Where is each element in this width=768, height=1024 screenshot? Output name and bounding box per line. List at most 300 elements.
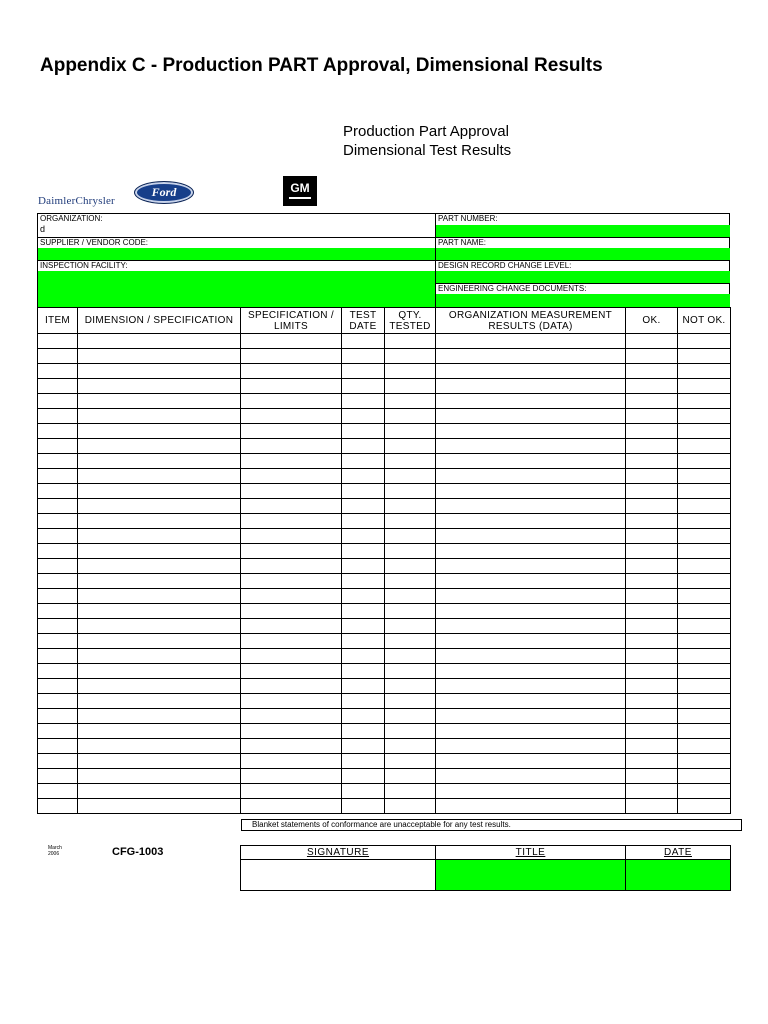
cell-not-ok[interactable] [678,544,731,559]
supplier-vendor-code-field[interactable] [38,248,435,260]
cell-ok[interactable] [626,709,678,724]
cell-spec-limits[interactable] [241,724,342,739]
cell-test-date[interactable] [342,589,385,604]
cell-spec-limits[interactable] [241,409,342,424]
cell-spec-limits[interactable] [241,709,342,724]
cell-not-ok[interactable] [678,439,731,454]
cell-not-ok[interactable] [678,619,731,634]
cell-test-date[interactable] [342,754,385,769]
cell-ok[interactable] [626,469,678,484]
cell-item[interactable] [38,709,78,724]
title-header: TITLE [436,846,626,860]
cell-not-ok[interactable] [678,454,731,469]
cell-spec-limits[interactable] [241,544,342,559]
cell-not-ok[interactable] [678,739,731,754]
cell-not-ok[interactable] [678,799,731,814]
cell-ok[interactable] [626,604,678,619]
cell-qty-tested[interactable] [385,514,436,529]
part-info-box [37,213,730,307]
cell-measurement[interactable] [436,694,626,709]
engineering-change-documents-label: ENGINEERING CHANGE DOCUMENTS: [438,284,587,293]
cell-dimension[interactable] [78,664,241,679]
part-number-label: PART NUMBER: [438,214,498,223]
table-body [38,334,731,814]
cell-dimension[interactable] [78,379,241,394]
supplier-vendor-code-label: SUPPLIER / VENDOR CODE: [40,238,149,247]
cell-measurement[interactable] [436,409,626,424]
cell-spec-limits[interactable] [241,379,342,394]
cell-dimension[interactable] [78,604,241,619]
cell-item[interactable] [38,634,78,649]
cell-ok[interactable] [626,724,678,739]
cell-ok[interactable] [626,334,678,349]
cell-spec-limits[interactable] [241,634,342,649]
cell-spec-limits[interactable] [241,394,342,409]
cell-measurement[interactable] [436,649,626,664]
cell-qty-tested[interactable] [385,499,436,514]
cell-item[interactable] [38,754,78,769]
signature-table [240,845,731,891]
cell-ok[interactable] [626,394,678,409]
cell-test-date[interactable] [342,784,385,799]
cell-dimension[interactable] [78,394,241,409]
cell-dimension[interactable] [78,724,241,739]
cell-qty-tested[interactable] [385,484,436,499]
cell-ok[interactable] [626,544,678,559]
cell-not-ok[interactable] [678,379,731,394]
cell-ok[interactable] [626,619,678,634]
cell-item[interactable] [38,349,78,364]
cell-measurement[interactable] [436,709,626,724]
cell-not-ok[interactable] [678,649,731,664]
cell-test-date[interactable] [342,604,385,619]
cell-ok[interactable] [626,529,678,544]
cell-ok[interactable] [626,694,678,709]
cell-measurement[interactable] [436,769,626,784]
cell-test-date[interactable] [342,439,385,454]
form-subtitle [343,122,511,160]
cell-item[interactable] [38,334,78,349]
cell-not-ok[interactable] [678,424,731,439]
cell-qty-tested[interactable] [385,559,436,574]
title-field[interactable] [436,860,626,891]
cell-dimension[interactable] [78,334,241,349]
cell-qty-tested[interactable] [385,664,436,679]
cell-test-date[interactable] [342,799,385,814]
cell-dimension[interactable] [78,769,241,784]
cell-not-ok[interactable] [678,484,731,499]
cell-dimension[interactable] [78,784,241,799]
cell-test-date[interactable] [342,424,385,439]
cell-qty-tested[interactable] [385,424,436,439]
cell-measurement[interactable] [436,499,626,514]
cell-dimension[interactable] [78,694,241,709]
table-row [38,379,731,394]
cell-spec-limits[interactable] [241,499,342,514]
cell-spec-limits[interactable] [241,694,342,709]
cell-qty-tested[interactable] [385,409,436,424]
cell-test-date[interactable] [342,514,385,529]
form-code: CFG-1003 [112,846,164,858]
organization-label: ORGANIZATION: [40,214,103,223]
cell-qty-tested[interactable] [385,589,436,604]
cell-measurement[interactable] [436,469,626,484]
cell-test-date[interactable] [342,574,385,589]
cell-qty-tested[interactable] [385,394,436,409]
cell-measurement[interactable] [436,514,626,529]
cell-dimension[interactable] [78,499,241,514]
cell-not-ok[interactable] [678,724,731,739]
cell-item[interactable] [38,589,78,604]
cell-ok[interactable] [626,364,678,379]
cell-dimension[interactable] [78,409,241,424]
cell-ok[interactable] [626,484,678,499]
cell-spec-limits[interactable] [241,424,342,439]
cell-not-ok[interactable] [678,709,731,724]
cell-test-date[interactable] [342,709,385,724]
cell-test-date[interactable] [342,634,385,649]
cell-test-date[interactable] [342,364,385,379]
cell-not-ok[interactable] [678,469,731,484]
cell-item[interactable] [38,439,78,454]
cell-spec-limits[interactable] [241,349,342,364]
cell-ok[interactable] [626,739,678,754]
cell-measurement[interactable] [436,529,626,544]
cell-test-date[interactable] [342,664,385,679]
cell-dimension[interactable] [78,454,241,469]
cell-item[interactable] [38,364,78,379]
cell-item[interactable] [38,484,78,499]
cell-measurement[interactable] [436,574,626,589]
signature-header-row [241,846,731,860]
cell-item[interactable] [38,694,78,709]
cell-not-ok[interactable] [678,364,731,379]
cell-ok[interactable] [626,454,678,469]
table-row [38,349,731,364]
gm-logo: GM [283,176,317,206]
cell-not-ok[interactable] [678,409,731,424]
cell-spec-limits[interactable] [241,559,342,574]
cell-measurement[interactable] [436,634,626,649]
cell-not-ok[interactable] [678,634,731,649]
cell-item[interactable] [38,664,78,679]
cell-dimension[interactable] [78,634,241,649]
cell-measurement[interactable] [436,784,626,799]
cell-qty-tested[interactable] [385,364,436,379]
cell-ok[interactable] [626,799,678,814]
cell-item[interactable] [38,739,78,754]
cell-qty-tested[interactable] [385,604,436,619]
cell-item[interactable] [38,724,78,739]
cell-qty-tested[interactable] [385,799,436,814]
revision-year: 2006 [48,851,60,857]
revision-date [48,845,62,857]
cell-ok[interactable] [626,679,678,694]
cell-not-ok[interactable] [678,334,731,349]
signature-header: SIGNATURE [241,846,436,860]
cell-measurement[interactable] [436,379,626,394]
cell-test-date[interactable] [342,724,385,739]
part-name-field[interactable] [436,248,730,260]
cell-spec-limits[interactable] [241,604,342,619]
cell-ok[interactable] [626,379,678,394]
cell-dimension[interactable] [78,574,241,589]
cell-test-date[interactable] [342,349,385,364]
cell-ok[interactable] [626,634,678,649]
cell-dimension[interactable] [78,649,241,664]
cell-item[interactable] [38,604,78,619]
cell-ok[interactable] [626,589,678,604]
cell-test-date[interactable] [342,679,385,694]
cell-ok[interactable] [626,424,678,439]
cell-test-date[interactable] [342,469,385,484]
cell-spec-limits[interactable] [241,679,342,694]
inspection-facility-label: INSPECTION FACILITY: [40,261,128,270]
cell-spec-limits[interactable] [241,454,342,469]
cell-not-ok[interactable] [678,784,731,799]
cell-item[interactable] [38,394,78,409]
cell-spec-limits[interactable] [241,514,342,529]
cell-ok[interactable] [626,409,678,424]
cell-qty-tested[interactable] [385,679,436,694]
cell-not-ok[interactable] [678,574,731,589]
cell-dimension[interactable] [78,469,241,484]
cell-dimension[interactable] [78,709,241,724]
cell-measurement[interactable] [436,544,626,559]
cell-measurement[interactable] [436,739,626,754]
cell-measurement[interactable] [436,349,626,364]
cell-item[interactable] [38,619,78,634]
cell-not-ok[interactable] [678,499,731,514]
cell-item[interactable] [38,424,78,439]
cell-qty-tested[interactable] [385,469,436,484]
cell-measurement[interactable] [436,724,626,739]
cell-item[interactable] [38,679,78,694]
cell-dimension[interactable] [78,559,241,574]
cell-qty-tested[interactable] [385,574,436,589]
cell-spec-limits[interactable] [241,754,342,769]
cell-qty-tested[interactable] [385,709,436,724]
cell-qty-tested[interactable] [385,724,436,739]
cell-spec-limits[interactable] [241,439,342,454]
cell-not-ok[interactable] [678,529,731,544]
cell-qty-tested[interactable] [385,769,436,784]
cell-measurement[interactable] [436,679,626,694]
cell-spec-limits[interactable] [241,739,342,754]
cell-not-ok[interactable] [678,514,731,529]
cell-ok[interactable] [626,499,678,514]
cell-measurement[interactable] [436,664,626,679]
cell-ok[interactable] [626,649,678,664]
cell-item[interactable] [38,559,78,574]
cell-qty-tested[interactable] [385,694,436,709]
engineering-change-documents-field[interactable] [436,294,730,307]
cell-measurement[interactable] [436,484,626,499]
cell-item[interactable] [38,379,78,394]
cell-ok[interactable] [626,664,678,679]
cell-qty-tested[interactable] [385,454,436,469]
cell-dimension[interactable] [78,349,241,364]
table-row [38,529,731,544]
cell-test-date[interactable] [342,559,385,574]
cell-test-date[interactable] [342,694,385,709]
cell-qty-tested[interactable] [385,334,436,349]
cell-dimension[interactable] [78,484,241,499]
cell-qty-tested[interactable] [385,619,436,634]
cell-spec-limits[interactable] [241,484,342,499]
table-row [38,424,731,439]
cell-measurement[interactable] [436,364,626,379]
cell-dimension[interactable] [78,439,241,454]
cell-ok[interactable] [626,559,678,574]
cell-ok[interactable] [626,439,678,454]
cell-test-date[interactable] [342,649,385,664]
cell-test-date[interactable] [342,454,385,469]
cell-measurement[interactable] [436,559,626,574]
cell-measurement[interactable] [436,604,626,619]
cell-test-date[interactable] [342,529,385,544]
part-number-field[interactable] [436,225,730,237]
cell-item[interactable] [38,454,78,469]
cell-spec-limits[interactable] [241,364,342,379]
table-row [38,679,731,694]
cell-test-date[interactable] [342,769,385,784]
cell-dimension[interactable] [78,424,241,439]
cell-ok[interactable] [626,574,678,589]
cell-measurement[interactable] [436,334,626,349]
column-header-not-ok: NOT OK. [678,308,731,334]
cell-qty-tested[interactable] [385,379,436,394]
subtitle-line-1: Production Part Approval [343,123,509,140]
dimensional-results-table [37,307,731,814]
cell-dimension[interactable] [78,754,241,769]
cell-item[interactable] [38,544,78,559]
cell-not-ok[interactable] [678,769,731,784]
cell-qty-tested[interactable] [385,649,436,664]
cell-item[interactable] [38,649,78,664]
organization-value[interactable]: d [40,224,46,234]
cell-qty-tested[interactable] [385,634,436,649]
signature-field[interactable] [241,860,436,891]
cell-spec-limits[interactable] [241,589,342,604]
cell-item[interactable] [38,409,78,424]
cell-item[interactable] [38,769,78,784]
cell-not-ok[interactable] [678,694,731,709]
cell-qty-tested[interactable] [385,349,436,364]
table-row [38,499,731,514]
cell-measurement[interactable] [436,799,626,814]
cell-item[interactable] [38,574,78,589]
cell-item[interactable] [38,499,78,514]
cell-not-ok[interactable] [678,559,731,574]
cell-ok[interactable] [626,514,678,529]
cell-dimension[interactable] [78,544,241,559]
cell-qty-tested[interactable] [385,439,436,454]
design-record-change-level-field[interactable] [436,271,730,283]
cell-test-date[interactable] [342,544,385,559]
cell-spec-limits[interactable] [241,784,342,799]
cell-test-date[interactable] [342,394,385,409]
cell-item[interactable] [38,784,78,799]
cell-not-ok[interactable] [678,679,731,694]
table-row [38,739,731,754]
cell-dimension[interactable] [78,589,241,604]
cell-not-ok[interactable] [678,664,731,679]
cell-item[interactable] [38,469,78,484]
cell-spec-limits[interactable] [241,769,342,784]
column-header-dimension-specification: DIMENSION / SPECIFICATION [78,308,241,334]
part-name-label: PART NAME: [438,238,487,247]
cell-ok[interactable] [626,349,678,364]
cell-measurement[interactable] [436,439,626,454]
cell-ok[interactable] [626,754,678,769]
column-header-qty-tested: QTY. TESTED [385,308,436,334]
cell-spec-limits[interactable] [241,469,342,484]
cell-measurement[interactable] [436,619,626,634]
cell-not-ok[interactable] [678,754,731,769]
cell-qty-tested[interactable] [385,784,436,799]
cell-dimension[interactable] [78,619,241,634]
cell-dimension[interactable] [78,529,241,544]
column-header-ok: OK. [626,308,678,334]
cell-measurement[interactable] [436,754,626,769]
cell-dimension[interactable] [78,514,241,529]
cell-test-date[interactable] [342,334,385,349]
cell-spec-limits[interactable] [241,664,342,679]
cell-test-date[interactable] [342,499,385,514]
cell-qty-tested[interactable] [385,544,436,559]
cell-qty-tested[interactable] [385,754,436,769]
cell-spec-limits[interactable] [241,529,342,544]
cell-spec-limits[interactable] [241,649,342,664]
cell-measurement[interactable] [436,589,626,604]
cell-test-date[interactable] [342,619,385,634]
cell-spec-limits[interactable] [241,574,342,589]
cell-test-date[interactable] [342,739,385,754]
inspection-facility-field[interactable] [38,271,435,307]
cell-ok[interactable] [626,769,678,784]
cell-test-date[interactable] [342,484,385,499]
cell-dimension[interactable] [78,679,241,694]
cell-dimension[interactable] [78,364,241,379]
table-row [38,514,731,529]
column-header-item: ITEM [38,308,78,334]
cell-item[interactable] [38,529,78,544]
cell-spec-limits[interactable] [241,334,342,349]
cell-qty-tested[interactable] [385,739,436,754]
cell-not-ok[interactable] [678,589,731,604]
cell-test-date[interactable] [342,409,385,424]
cell-not-ok[interactable] [678,349,731,364]
cell-not-ok[interactable] [678,394,731,409]
cell-spec-limits[interactable] [241,799,342,814]
table-row [38,469,731,484]
cell-measurement[interactable] [436,424,626,439]
date-field[interactable] [626,860,731,891]
cell-measurement[interactable] [436,454,626,469]
cell-measurement[interactable] [436,394,626,409]
cell-dimension[interactable] [78,739,241,754]
cell-ok[interactable] [626,784,678,799]
cell-not-ok[interactable] [678,604,731,619]
cell-qty-tested[interactable] [385,529,436,544]
cell-test-date[interactable] [342,379,385,394]
cell-dimension[interactable] [78,799,241,814]
cell-spec-limits[interactable] [241,619,342,634]
cell-item[interactable] [38,799,78,814]
cell-item[interactable] [38,514,78,529]
table-row [38,709,731,724]
